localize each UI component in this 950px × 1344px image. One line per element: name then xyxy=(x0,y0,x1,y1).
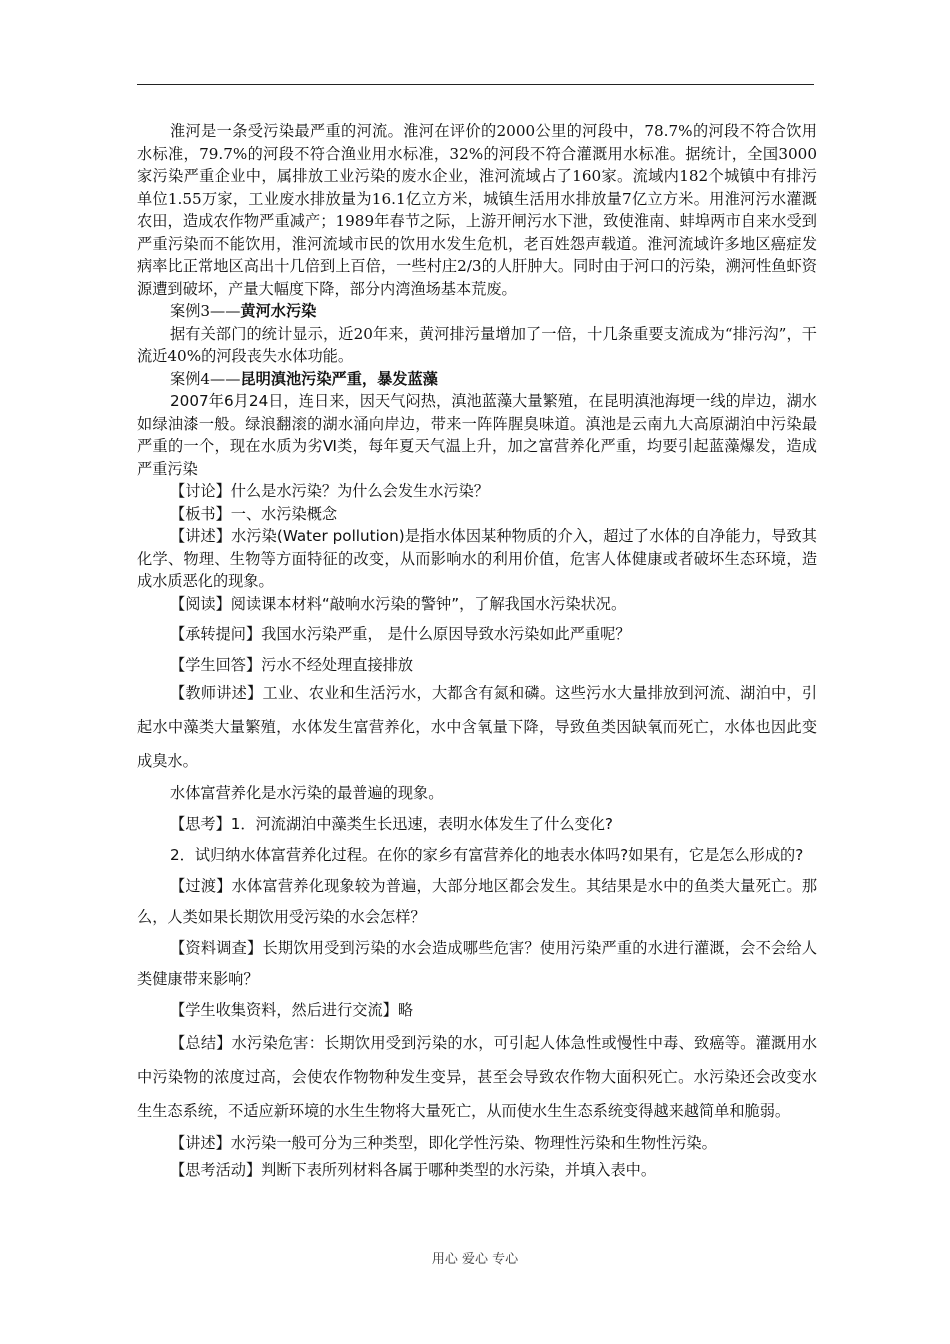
page-footer: 用心 爱心 专心 xyxy=(431,1252,519,1267)
case4-prefix: 案例4—— xyxy=(170,369,241,388)
activity-line: 【思考活动】判断下表所列材料各属于哪种类型的水污染，并填入表中。 xyxy=(170,1161,656,1179)
summary-line: 【总结】水污染危害：长期饮用受到污染的水，可引起人体急性或慢性中毒、致癌等。灌溉用水中污染物的浓度过高，会使农作物物种发生变异，甚至会导致农作物大面积死亡。水污染还会改变水生生态系统，不适应新环境的水生生物将大量死亡，从而使水生生态系统变得越来越简单和脆弱。 xyxy=(137,1034,817,1120)
header-rule xyxy=(137,84,814,85)
eutrophication-line: 水体富营养化是水污染的最普遍的现象。 xyxy=(170,784,444,802)
lecture-types: 【讲述】水污染一般可分为三种类型，即化学性污染、物理性污染和生物性污染。 xyxy=(170,1134,717,1152)
paragraph-dianchi: 2007年6月24日，连日来，因天气闷热，滇池蓝藻大量繁殖，在昆明滇池海埂一线的岸边，湖水如绿油漆一般。绿浪翻滚的湖水涌向岸边，带来一阵阵腥臭味道。滇池是云南九大高原湖泊中污染最严重的一个，现在水质为劣Ⅵ类，每年夏天气温上升，加之富营养化严重，均要引起蓝藻爆发，造成严重污染 xyxy=(137,392,817,478)
case3-heading xyxy=(137,300,817,323)
survey-line: 【资料调查】长期饮用受到污染的水会造成哪些危害？使用污染严重的水进行灌溉，会不会给人类健康带来影响？ xyxy=(137,939,817,988)
teacher-lecture: 【教师讲述】工业、农业和生活污水，大都含有氮和磷。这些污水大量排放到河流、湖泊中，引起水中藻类大量繁殖，水体发生富营养化，水中含氧量下降，导致鱼类因缺氧而死亡，水体也因此变成臭水。 xyxy=(137,684,817,770)
think-question-1: 【思考】1．河流湖泊中藻类生长迅速，表明水体发生了什么变化? xyxy=(170,815,613,833)
collect-line: 【学生收集资料，然后进行交流】略 xyxy=(170,1001,413,1019)
paragraph-huanghe: 据有关部门的统计显示，近20年来，黄河排污量增加了一倍，十几条重要支流成为“排污沟”，干流近40%的河段丧失水体功能。 xyxy=(137,324,817,365)
reading-line: 【阅读】阅读课本材料“敲响水污染的警钟”，了解我国水污染状况。 xyxy=(170,594,627,613)
discuss-line: 【讨论】什么是水污染？为什么会发生水污染？ xyxy=(170,482,489,500)
case3-title: 黄河水污染 xyxy=(240,302,317,320)
lecture-definition: 【讲述】水污染(Water pollution)是指水体因某种物质的介入，超过了水体的自净能力，导致其化学、物理、生物等方面特征的改变，从而影响水的利用价值，危害人体健康或者破坏生态环境，造成水质恶化的现象。 xyxy=(137,527,817,590)
student-answer: 【学生回答】污水不经处理直接排放 xyxy=(170,655,413,674)
case4-heading xyxy=(137,368,817,391)
think-question-2: 2．试归纳水体富营养化过程。在你的家乡有富营养化的地表水体吗?如果有，它是怎么形成的? xyxy=(170,846,804,864)
transition-question: 【承转提问】我国水污染严重， 是什么原因导致水污染如此严重呢？ xyxy=(170,625,631,643)
paragraph-huaihe: 淮河是一条受污染最严重的河流。淮河在评价的2000公里的河段中，78.7%的河段不符合饮用水标准，79.7%的河段不符合渔业用水标准，32%的河段不符合灌溉用水标准。据统计，全国3000家污染严重企业中，属排放工业污染的废水企业，淮河流域占了160家。流域内182个城镇中有排污单位1.55万家，工业废水排放量为16.1亿立方米，城镇生活用水排放量7亿立方米。用淮河污水灌溉农田，造成农作物严重减产；1989年春节之际，上游开闸污水下泄，致使淮南、蚌埠两市自来水受到严重污染而不能饮用，淮河流域市民的饮用水发生危机，老百姓怨声载道。淮河流域许多地区癌症发病率比正常地区高出十几倍到上百倍，一些村庄2/3的人肝肿大。同时由于河口的污染，溯河性鱼虾资源遭到破坏，产量大幅度下降，部分内湾渔场基本荒废。 xyxy=(137,122,817,298)
document-body xyxy=(137,120,817,1182)
transition-line: 【过渡】水体富营养化现象较为普遍，大部分地区都会发生。其结果是水中的鱼类大量死亡。那么，人类如果长期饮用受污染的水会怎样？ xyxy=(137,877,817,926)
case4-title: 昆明滇池污染严重，暴发蓝藻 xyxy=(240,369,438,388)
case3-prefix: 案例3—— xyxy=(170,302,241,320)
board-line: 【板书】一、水污染概念 xyxy=(170,504,338,523)
